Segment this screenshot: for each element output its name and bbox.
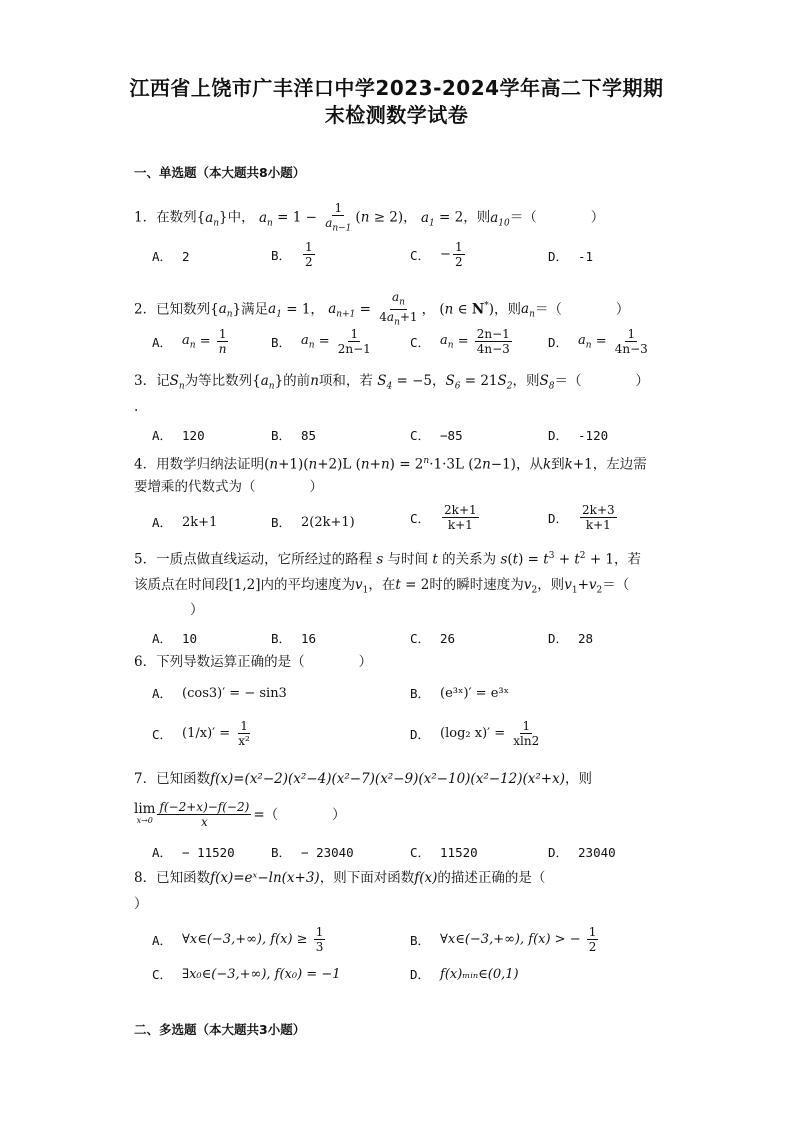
q5-option-a[interactable]: A． 10 [152, 630, 198, 646]
q5-option-c[interactable]: C． 26 [410, 630, 456, 646]
question-4: 4．用数学归纳法证明(n+1)(n+2)L $(n+n) = 2^n\cdot 1\cdot 3L$ (2n−1)，从k到k+1，左边需 [134, 456, 647, 473]
question-3: 3．记$S_n$为等比数列$\{a_n\}$的前n项和，若 $S_4 = -5$，$S_6 = 21S_2$，则$S_8=$（ ） [134, 373, 649, 392]
q4-option-a[interactable]: A． 2k+1 [152, 514, 218, 530]
q5-option-d[interactable]: D． 28 [548, 630, 594, 646]
question-4-line2: 要增乘的代数式为（ ） [134, 479, 323, 495]
q3-option-c[interactable]: C． −85 [410, 427, 463, 443]
q3-option-d[interactable]: D． -120 [548, 427, 609, 443]
question-5-line3: ） [190, 602, 204, 618]
q7-option-d[interactable]: D． 23040 [548, 844, 616, 860]
q2-option-b[interactable]: B． $a_n$ = $\frac{1}{2n-1}$ [271, 327, 371, 356]
q2-option-a[interactable]: A． $a_n$ = $\frac{1}{n}$ [152, 327, 227, 356]
question-5-line2: 该质点在时间段[1,2]内的平均速度为$v_1$，在t = 2时的瞬时速度为$v_2$，则$v_1+v_2=$（ [134, 577, 630, 596]
question-1: 1．在数列$\{a_n\}$中， $a_n = 1$ − $\frac{1}{a_{n-1}}$ (n ≥ 2)， $a_1 = 2$，则$a_{10}=$（ ） [134, 201, 605, 234]
section-single-choice: 一、单选题（本大题共8小题） [134, 165, 306, 180]
question-7-limit: lim x→0 $\frac{f(-2+x)-f(-2)}{x}$ =（ ） [134, 800, 346, 829]
q3-option-a[interactable]: A． 120 [152, 427, 205, 443]
q7-option-a[interactable]: A． − 11520 [152, 844, 235, 860]
q6-option-d[interactable]: D． (log₂ x)′ = $\frac{1}{xln2}$ [410, 719, 540, 748]
question-6: 6．下列导数运算正确的是（ ） [134, 654, 373, 670]
question-3-dot: . [134, 399, 139, 415]
section-multiple-choice: 二、多选题（本大题共3小题） [134, 1022, 306, 1037]
q2-option-c[interactable]: C． $a_n$ = $\frac{2n-1}{4n-3}$ [410, 327, 510, 356]
q1-option-b[interactable]: B． $\frac{1}{2}$ [271, 240, 313, 269]
q4-option-d[interactable]: D． $\frac{2k+3}{k+1}$ [548, 503, 615, 532]
q3-option-b[interactable]: B． 85 [271, 427, 317, 443]
q7-option-b[interactable]: B． − 23040 [271, 844, 354, 860]
q6-option-b[interactable]: B． (e³ˣ)′ = e³ˣ [410, 685, 510, 701]
question-5: 5．一质点做直线运动，它所经过的路程 s 与时间 t 的关系为 $s(t) = t^3 + t^2 + 1$，若 [134, 551, 642, 568]
q1-option-c[interactable]: C． − $\frac{1}{2}$ [410, 240, 463, 269]
q5-option-b[interactable]: B． 16 [271, 630, 317, 646]
q6-option-a[interactable]: A． (cos3)′ = − sin3 [152, 685, 287, 701]
q8-option-a[interactable]: A． ∀x∈(−3,+∞), f(x) ≥ $\frac{1}{3}$ [152, 925, 324, 954]
q2-option-d[interactable]: D． $a_n$ = $\frac{1}{4n-3}$ [548, 327, 648, 356]
question-7: 7．已知函数f(x)=(x²−2)(x²−4)(x²−7)(x²−9)(x²−10)(x²−12)(x²+x)，则 [134, 771, 592, 787]
q1-option-a[interactable]: A． 2 [152, 248, 190, 264]
q8-option-b[interactable]: B． ∀x∈(−3,+∞), f(x) > − $\frac{1}{2}$ [410, 925, 597, 954]
q4-option-b[interactable]: B． 2(2k+1) [271, 514, 355, 530]
question-8-line2: ） [134, 896, 148, 912]
q6-option-c[interactable]: C． (1/x)′ = $\frac{1}{\text{x²}}$ [152, 719, 250, 748]
question-8: 8．已知函数f(x)=eˣ−ln(x+3)，则下面对函数f(x)的描述正确的是（ [134, 870, 546, 886]
q8-option-d[interactable]: D． f(x)ₘᵢₙ∈(0,1) [410, 966, 519, 982]
q7-option-c[interactable]: C． 11520 [410, 844, 478, 860]
exam-title-line1: 江西省上饶市广丰洋口中学2023-2024学年高二下学期期 [129, 76, 664, 100]
q1-option-d[interactable]: D． -1 [548, 248, 594, 264]
question-2: 2．已知数列$\{a_n\}$满足$a_1 = 1$， $a_{n+1}$ = $\frac{a_n}{4a_n+1}$ ， (n ∈ N*)，则$a_n=$（ ） [134, 290, 630, 328]
q8-option-c[interactable]: C． ∃x₀∈(−3,+∞), f(x₀) = −1 [152, 966, 341, 982]
q4-option-c[interactable]: C． $\frac{2k+1}{k+1}$ [410, 503, 477, 532]
exam-title-line2: 末检测数学试卷 [324, 103, 469, 127]
